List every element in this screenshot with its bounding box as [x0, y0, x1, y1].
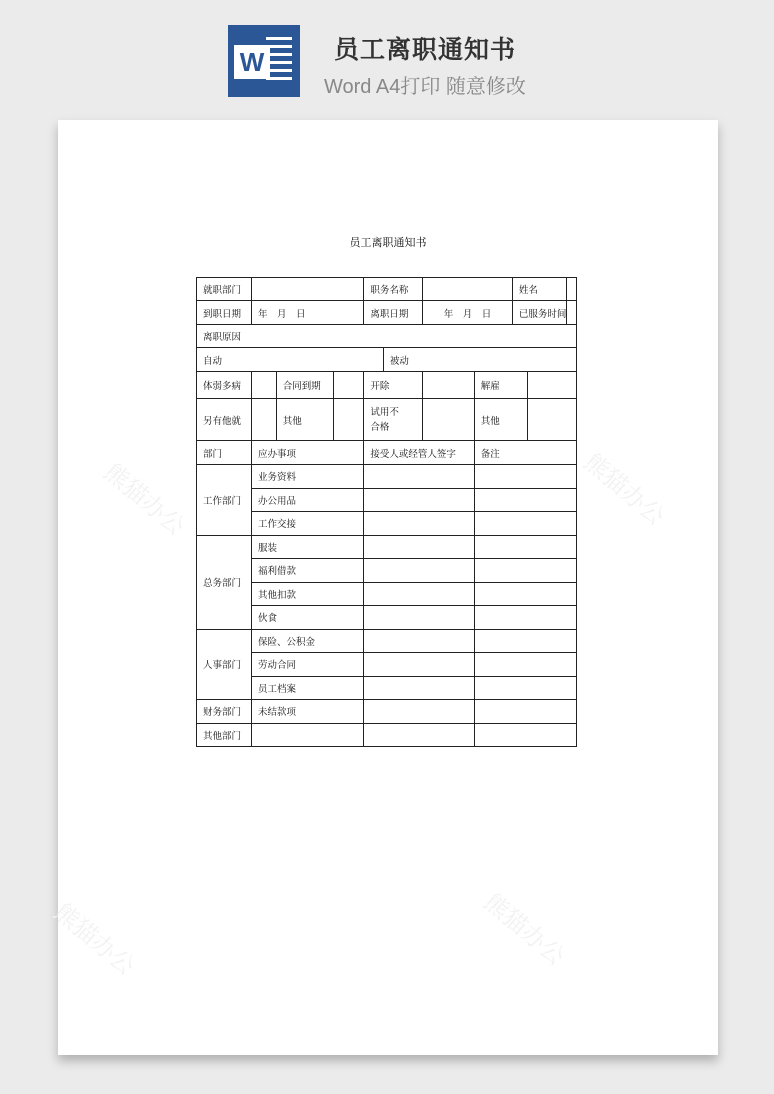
receiver-signature-cell[interactable] — [364, 488, 474, 512]
table-row — [197, 653, 577, 677]
reason-contract-expiry-check[interactable] — [334, 372, 364, 399]
handover-item-cell: 员工档案 — [252, 676, 364, 700]
remark-cell[interactable] — [474, 606, 576, 630]
table-row — [197, 535, 577, 559]
reason-ill-health-check[interactable] — [252, 372, 277, 399]
preview-subtitle: Word A4打印 随意修改 — [324, 76, 526, 98]
table-row — [197, 629, 577, 653]
reason-probation-fail-text: 试用不合格 — [370, 406, 399, 433]
reason-other-job: 另有他就 — [197, 399, 252, 441]
dept-name-cell: 工作部门 — [197, 465, 252, 536]
remark-cell[interactable] — [474, 723, 576, 747]
table-row — [197, 582, 577, 606]
remark-cell[interactable] — [474, 700, 576, 724]
receiver-signature-cell[interactable] — [364, 700, 474, 724]
table-row — [197, 606, 577, 630]
handover-item-cell: 业务资料 — [252, 465, 364, 489]
reason-probation-fail-check[interactable] — [422, 399, 474, 441]
name-label: 姓名 — [512, 278, 567, 301]
watermark: 熊猫办公 — [478, 887, 571, 971]
receiver-signature-cell[interactable] — [364, 582, 474, 606]
dept-label: 就职部门 — [197, 278, 252, 301]
handover-item-cell: 其他扣款 — [252, 582, 364, 606]
preview-title: 员工离职通知书 — [334, 35, 517, 64]
reason-dismissal-check[interactable] — [422, 372, 474, 399]
reason-other-involuntary-check[interactable] — [527, 399, 576, 441]
reason-other-involuntary: 其他 — [474, 399, 527, 441]
receiver-signature-cell[interactable] — [364, 465, 474, 489]
leave-date-label: 离职日期 — [364, 301, 423, 325]
preview-header — [0, 0, 774, 110]
col-header-item: 应办事项 — [252, 441, 364, 465]
handover-item-cell: 福利借款 — [252, 559, 364, 583]
remark-cell[interactable] — [474, 676, 576, 700]
receiver-signature-cell[interactable] — [364, 535, 474, 559]
dept-name-cell: 人事部门 — [197, 629, 252, 700]
remark-cell[interactable] — [474, 582, 576, 606]
handover-rows — [197, 465, 577, 747]
dept-value[interactable] — [252, 278, 364, 301]
document-page — [48, 120, 718, 1055]
reason-layoff: 解雇 — [474, 372, 527, 399]
dept-name-cell: 财务部门 — [197, 700, 252, 724]
reason-ill-health: 体弱多病 — [197, 372, 252, 399]
reason-contract-expiry: 合同到期 — [276, 372, 334, 399]
receiver-signature-cell[interactable] — [364, 606, 474, 630]
involuntary-label: 被动 — [383, 348, 576, 372]
handover-item-cell: 办公用品 — [252, 488, 364, 512]
watermark: 熊猫办公 — [578, 447, 671, 531]
resignation-form-table — [196, 277, 577, 747]
reason-probation-fail — [364, 399, 423, 441]
receiver-signature-cell[interactable] — [364, 512, 474, 536]
handover-item-cell: 工作交接 — [252, 512, 364, 536]
receiver-signature-cell[interactable] — [364, 676, 474, 700]
col-header-receiver: 接受人或经管人签字 — [364, 441, 474, 465]
remark-cell[interactable] — [474, 629, 576, 653]
remark-cell[interactable] — [474, 653, 576, 677]
table-row — [197, 676, 577, 700]
reason-other-voluntary: 其他 — [276, 399, 334, 441]
col-header-dept: 部门 — [197, 441, 252, 465]
col-header-remark: 备注 — [474, 441, 576, 465]
handover-item-cell — [252, 723, 364, 747]
handover-item-cell: 保险、公积金 — [252, 629, 364, 653]
leave-date-value[interactable]: 年 月 日 — [422, 301, 512, 325]
position-label: 职务名称 — [364, 278, 423, 301]
receiver-signature-cell[interactable] — [364, 653, 474, 677]
remark-cell[interactable] — [474, 535, 576, 559]
service-time-value[interactable] — [567, 301, 577, 325]
dept-name-cell: 其他部门 — [197, 723, 252, 747]
receiver-signature-cell[interactable] — [364, 723, 474, 747]
watermark: 熊猫办公 — [98, 457, 191, 541]
join-date-value[interactable]: 年 月 日 — [252, 301, 364, 325]
handover-item-cell: 服装 — [252, 535, 364, 559]
handover-item-cell: 劳动合同 — [252, 653, 364, 677]
name-value[interactable] — [567, 278, 577, 301]
reason-other-voluntary-check[interactable] — [334, 399, 364, 441]
table-row — [197, 488, 577, 512]
handover-item-cell: 伙食 — [252, 606, 364, 630]
word-icon-letter: W — [234, 45, 270, 79]
receiver-signature-cell[interactable] — [364, 629, 474, 653]
position-value[interactable] — [422, 278, 512, 301]
table-row — [197, 559, 577, 583]
table-row — [197, 465, 577, 489]
remark-cell[interactable] — [474, 465, 576, 489]
reason-label: 离职原因 — [197, 325, 577, 348]
remark-cell[interactable] — [474, 488, 576, 512]
table-row — [197, 723, 577, 747]
remark-cell[interactable] — [474, 559, 576, 583]
voluntary-label: 自动 — [197, 348, 384, 372]
document-title: 员工离职通知书 — [349, 236, 427, 249]
dept-name-cell: 总务部门 — [197, 535, 252, 629]
remark-cell[interactable] — [474, 512, 576, 536]
receiver-signature-cell[interactable] — [364, 559, 474, 583]
service-time-label: 已服务时间 — [512, 301, 567, 325]
reason-dismissal: 开除 — [364, 372, 423, 399]
table-row — [197, 700, 577, 724]
watermark: 熊猫办公 — [48, 897, 141, 981]
word-document-icon — [228, 25, 300, 97]
join-date-label: 到职日期 — [197, 301, 252, 325]
table-row — [197, 512, 577, 536]
reason-layoff-check[interactable] — [527, 372, 576, 399]
handover-item-cell: 未结款项 — [252, 700, 364, 724]
reason-other-job-check[interactable] — [252, 399, 277, 441]
